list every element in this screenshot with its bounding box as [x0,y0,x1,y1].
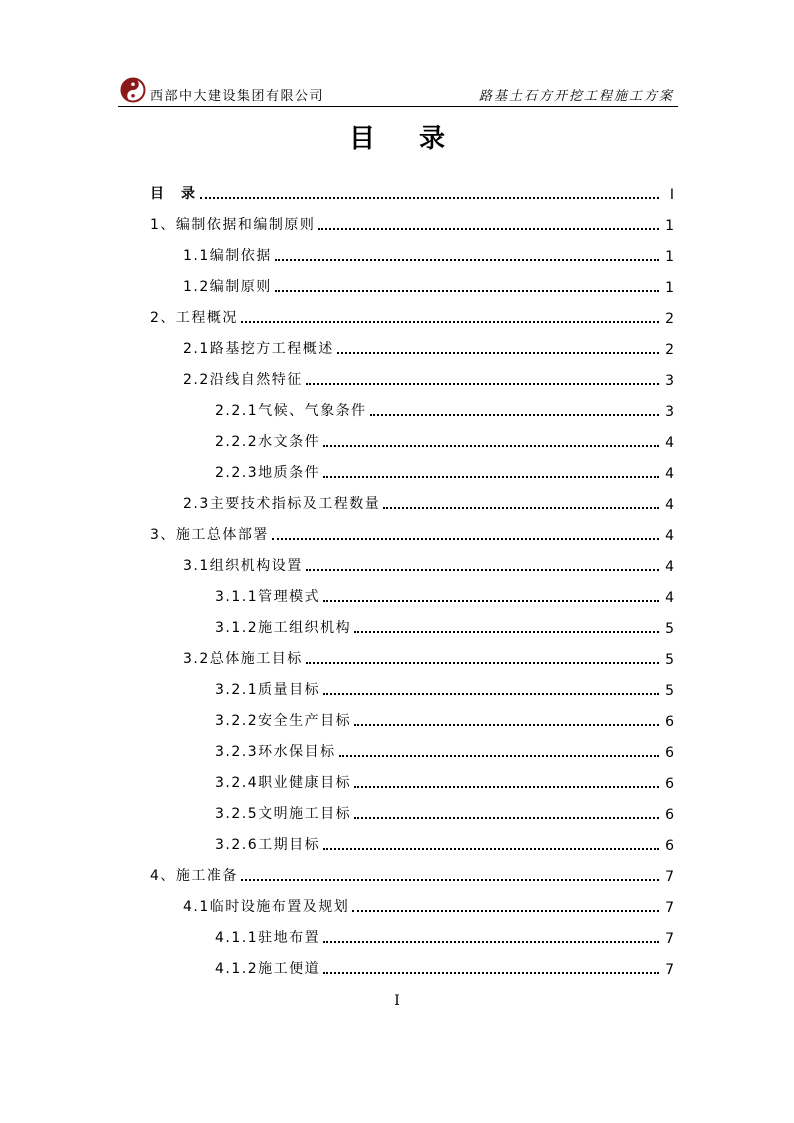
toc-entry-title: 2.2.2水文条件 [215,434,321,450]
toc-entry-page: 7 [665,962,674,978]
toc-entry-title: 1、编制依据和编制原则 [150,217,316,233]
toc-dot-leader [306,661,659,664]
toc-entry-page: I [669,187,674,203]
company-name: 西部中大建设集团有限公司 [150,89,325,104]
toc-entry-page: 1 [665,280,674,296]
toc-entry[interactable] [150,358,674,389]
toc-dot-leader [275,289,659,292]
toc-entry-page: 6 [665,745,674,761]
toc-dot-leader [354,785,659,788]
toc-entry-title: 3.2.5文明施工目标 [215,806,352,822]
toc-dot-leader [306,382,659,385]
toc-entry-title: 2.2沿线自然特征 [183,372,303,388]
toc-entry-page: 3 [665,404,674,420]
document-title: 路基土石方开挖工程施工方案 [478,89,674,104]
toc-entry-title: 4.1.1驻地布置 [215,930,321,946]
toc-entry[interactable] [150,234,674,265]
toc-entry-title: 3.1组织机构设置 [183,558,303,574]
toc-entry-title: 4、施工准备 [150,868,238,884]
toc-entry-page: 7 [665,900,674,916]
toc-dot-leader [323,444,659,447]
toc-entry[interactable] [150,947,674,978]
toc-entry[interactable] [150,296,674,327]
toc-dot-leader [306,568,659,571]
toc-heading-left: 目 [348,124,375,154]
toc-entry[interactable] [150,668,674,699]
toc-entry[interactable] [150,327,674,358]
toc-entry-title: 3.2.4职业健康目标 [215,775,352,791]
toc-dot-leader [323,599,659,602]
toc-entry-page: 7 [665,931,674,947]
toc-entry-title: 1.1编制依据 [183,248,272,264]
toc-entry-page: 6 [665,838,674,854]
table-of-contents [150,172,674,978]
toc-entry[interactable] [150,172,674,203]
toc-entry[interactable] [150,482,674,513]
toc-entry-title: 1.2编制原则 [183,279,272,295]
toc-entry-page: 2 [665,342,674,358]
toc-entry[interactable] [150,203,674,234]
toc-dot-leader [323,940,659,943]
toc-entry[interactable] [150,885,674,916]
toc-dot-leader [323,971,659,974]
toc-heading-right: 录 [419,124,446,154]
toc-entry-page: 6 [665,807,674,823]
toc-entry-page: 4 [665,559,674,575]
toc-entry-title: 2.2.3地质条件 [215,465,321,481]
toc-entry-title: 3.2.2安全生产目标 [215,713,352,729]
toc-dot-leader [339,754,659,757]
toc-entry-page: 5 [665,621,674,637]
toc-entry-title: 2.3主要技术指标及工程数量 [183,496,381,512]
toc-entry-page: 7 [665,869,674,885]
toc-entry-title: 3.1.1管理模式 [215,589,321,605]
toc-entry[interactable] [150,916,674,947]
toc-entry[interactable] [150,823,674,854]
toc-entry-page: 5 [665,683,674,699]
toc-entry[interactable] [150,265,674,296]
toc-dot-leader [323,847,659,850]
toc-entry-title: 3.2.1质量目标 [215,682,321,698]
toc-entry[interactable] [150,575,674,606]
toc-entry-page: 2 [665,311,674,327]
toc-dot-leader [383,506,659,509]
toc-entry-page: 6 [665,714,674,730]
toc-heading [0,118,794,155]
toc-dot-leader [370,413,659,416]
toc-entry-page: 1 [665,218,674,234]
toc-dot-leader [200,196,660,199]
toc-entry-title: 4.1临时设施布置及规划 [183,899,350,915]
footer-page-number: I [394,993,400,1009]
toc-dot-leader [272,537,659,540]
toc-dot-leader [275,258,659,261]
toc-entry-title: 3.2总体施工目标 [183,651,303,667]
toc-entry[interactable] [150,420,674,451]
toc-entry-title: 3.2.3环水保目标 [215,744,336,760]
toc-entry-page: 4 [665,590,674,606]
toc-entry-title: 3.2.6工期目标 [215,837,321,853]
toc-entry[interactable] [150,761,674,792]
toc-entry-title: 2.1路基挖方工程概述 [183,341,334,357]
toc-entry-title: 3.1.2施工组织机构 [215,620,352,636]
toc-entry[interactable] [150,451,674,482]
toc-dot-leader [354,723,659,726]
toc-entry[interactable] [150,730,674,761]
toc-dot-leader [337,351,659,354]
toc-entry-page: 4 [665,528,674,544]
toc-entry-page: 4 [665,435,674,451]
toc-entry[interactable] [150,637,674,668]
toc-entry[interactable] [150,544,674,575]
toc-entry[interactable] [150,389,674,420]
toc-dot-leader [352,909,659,912]
toc-entry-title: 4.1.2施工便道 [215,961,321,977]
toc-dot-leader [323,692,659,695]
toc-entry[interactable] [150,854,674,885]
toc-entry-page: 4 [665,466,674,482]
toc-dot-leader [241,878,659,881]
taiji-logo-icon [120,77,146,103]
toc-entry[interactable] [150,606,674,637]
toc-entry[interactable] [150,792,674,823]
toc-entry-title: 2.2.1气候、气象条件 [215,403,367,419]
toc-entry[interactable] [150,699,674,730]
toc-dot-leader [318,227,659,230]
toc-entry-title: 2、工程概况 [150,310,238,326]
toc-entry-page: 6 [665,776,674,792]
toc-entry-page: 1 [665,249,674,265]
toc-entry[interactable] [150,513,674,544]
toc-dot-leader [323,475,659,478]
toc-entry-title: 目 录 [150,186,197,202]
toc-entry-page: 3 [665,373,674,389]
toc-dot-leader [241,320,659,323]
toc-dot-leader [354,816,659,819]
toc-entry-title: 3、施工总体部署 [150,527,269,543]
page-header [118,74,678,107]
toc-entry-page: 5 [665,652,674,668]
toc-entry-page: 4 [665,497,674,513]
toc-dot-leader [354,630,659,633]
